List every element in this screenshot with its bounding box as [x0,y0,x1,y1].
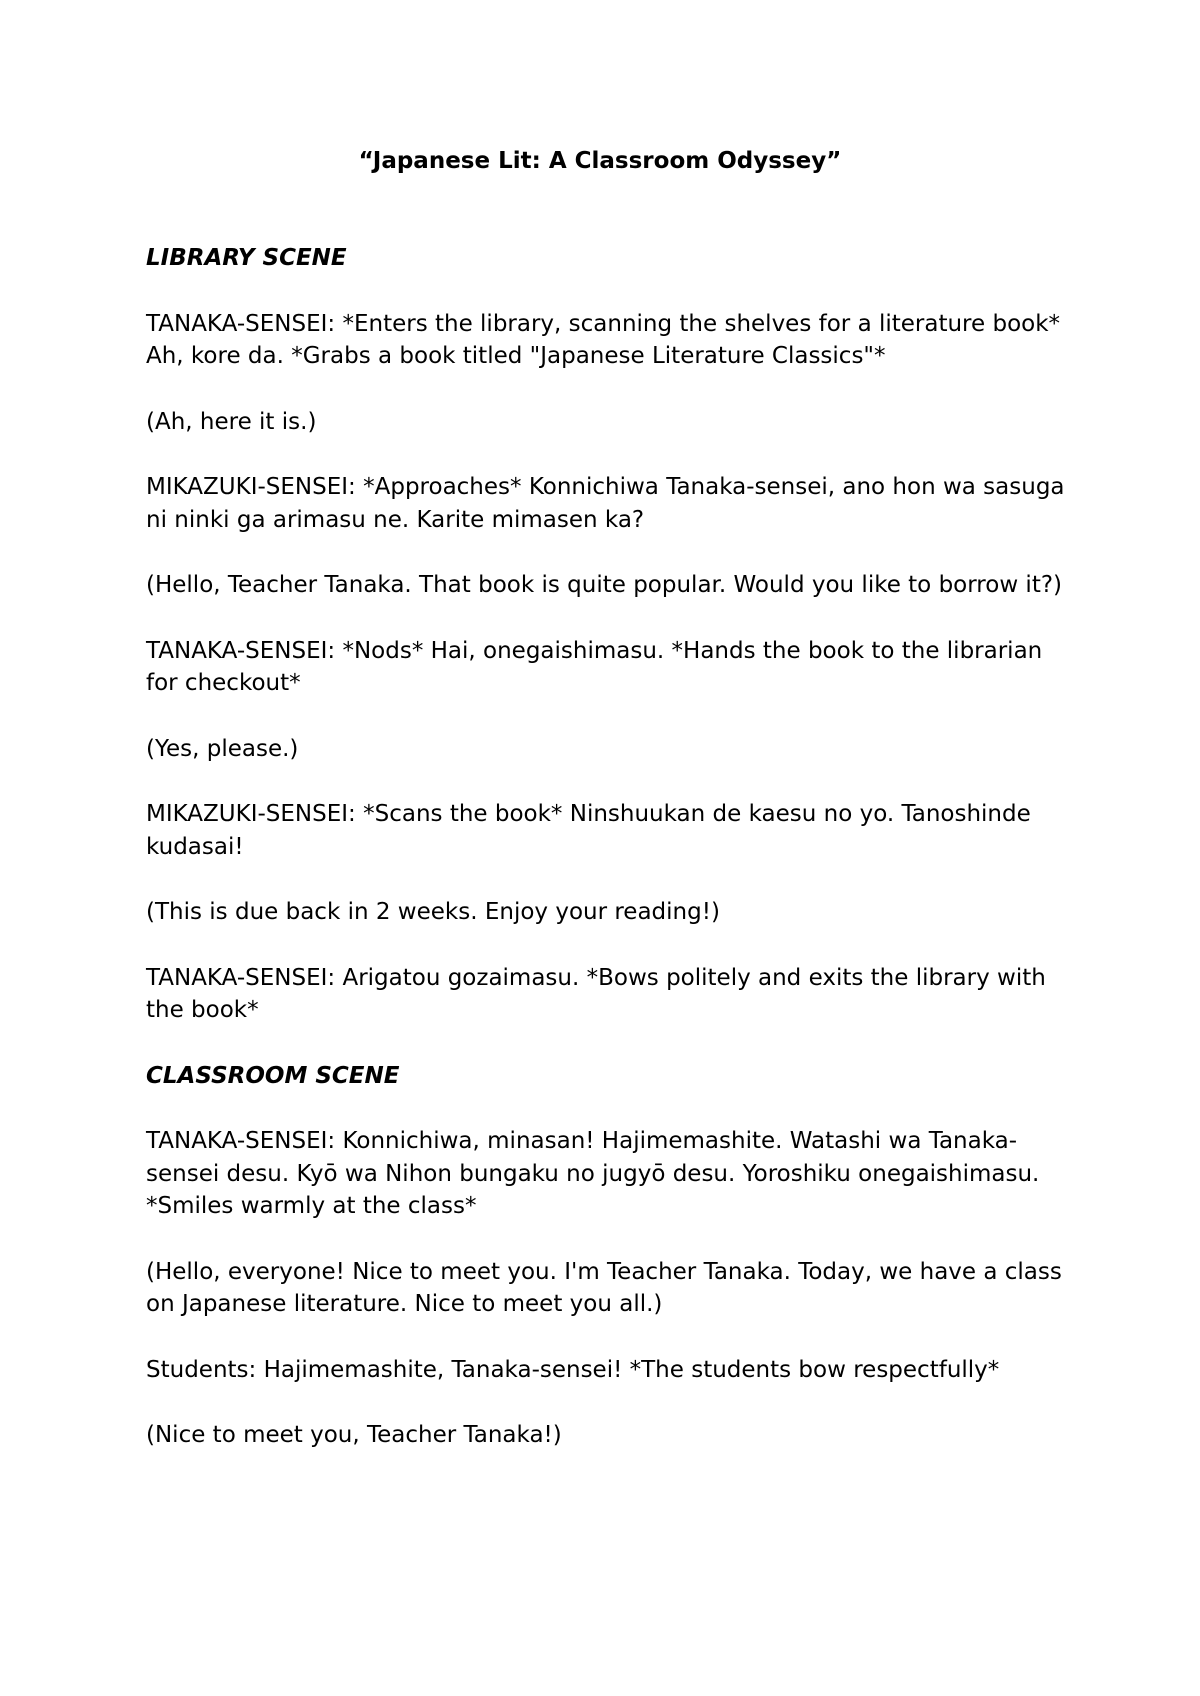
classroom-dialogue-paragraph: TANAKA-SENSEI: Konnichiwa, minasan! Hajimemashite. Watashi wa Tanaka-sensei desu. Kyō wa Nihon bungaku no jugyō desu. Yoroshiku onegaishimasu. *Smiles warmly at the class* [146,1128,1040,1219]
library-dialogue-paragraph: TANAKA-SENSEI: Arigatou gozaimasu. *Bows politely and exits the library with the book* [146,964,1046,1023]
library-dialogue-paragraph: TANAKA-SENSEI: *Enters the library, scanning the shelves for a literature book* Ah, kore da. *Grabs a book titled "Japanese Literature Classics"* [146,310,1061,369]
library-scene-heading: LIBRARY SCENE [146,245,347,271]
classroom-translation-paragraph: (Hello, everyone! Nice to meet you. I'm Teacher Tanaka. Today, we have a class on Japanese literature. Nice to meet you all.) [146,1258,1062,1317]
library-translation-paragraph: (Ah, here it is.) [146,408,317,435]
library-translation-paragraph: (Yes, please.) [146,735,299,762]
library-dialogue-paragraph: MIKAZUKI-SENSEI: *Approaches* Konnichiwa Tanaka-sensei, ano hon wa sasuga ni ninki ga arimasu ne. Karite mimasen ka? [146,474,1065,533]
library-translation-paragraph: (This is due back in 2 weeks. Enjoy your reading!) [146,899,720,925]
document-body [146,242,1066,1485]
library-dialogue-paragraph: MIKAZUKI-SENSEI: *Scans the book* Ninshuukan de kaesu no yo. Tanoshinde kudasai! [146,801,1031,860]
library-translation-paragraph: (Hello, Teacher Tanaka. That book is quite popular. Would you like to borrow it?) [146,572,1063,598]
library-dialogue-paragraph: TANAKA-SENSEI: *Nods* Hai, onegaishimasu. *Hands the book to the librarian for checkout* [146,637,1043,696]
classroom-dialogue-paragraph: Students: Hajimemashite, Tanaka-sensei! *The students bow respectfully* [146,1356,1000,1383]
classroom-translation-paragraph: (Nice to meet you, Teacher Tanaka!) [146,1422,562,1448]
classroom-scene-heading: CLASSROOM SCENE [146,1062,400,1089]
document-title: “Japanese Lit: A Classroom Odyssey” [358,148,842,174]
